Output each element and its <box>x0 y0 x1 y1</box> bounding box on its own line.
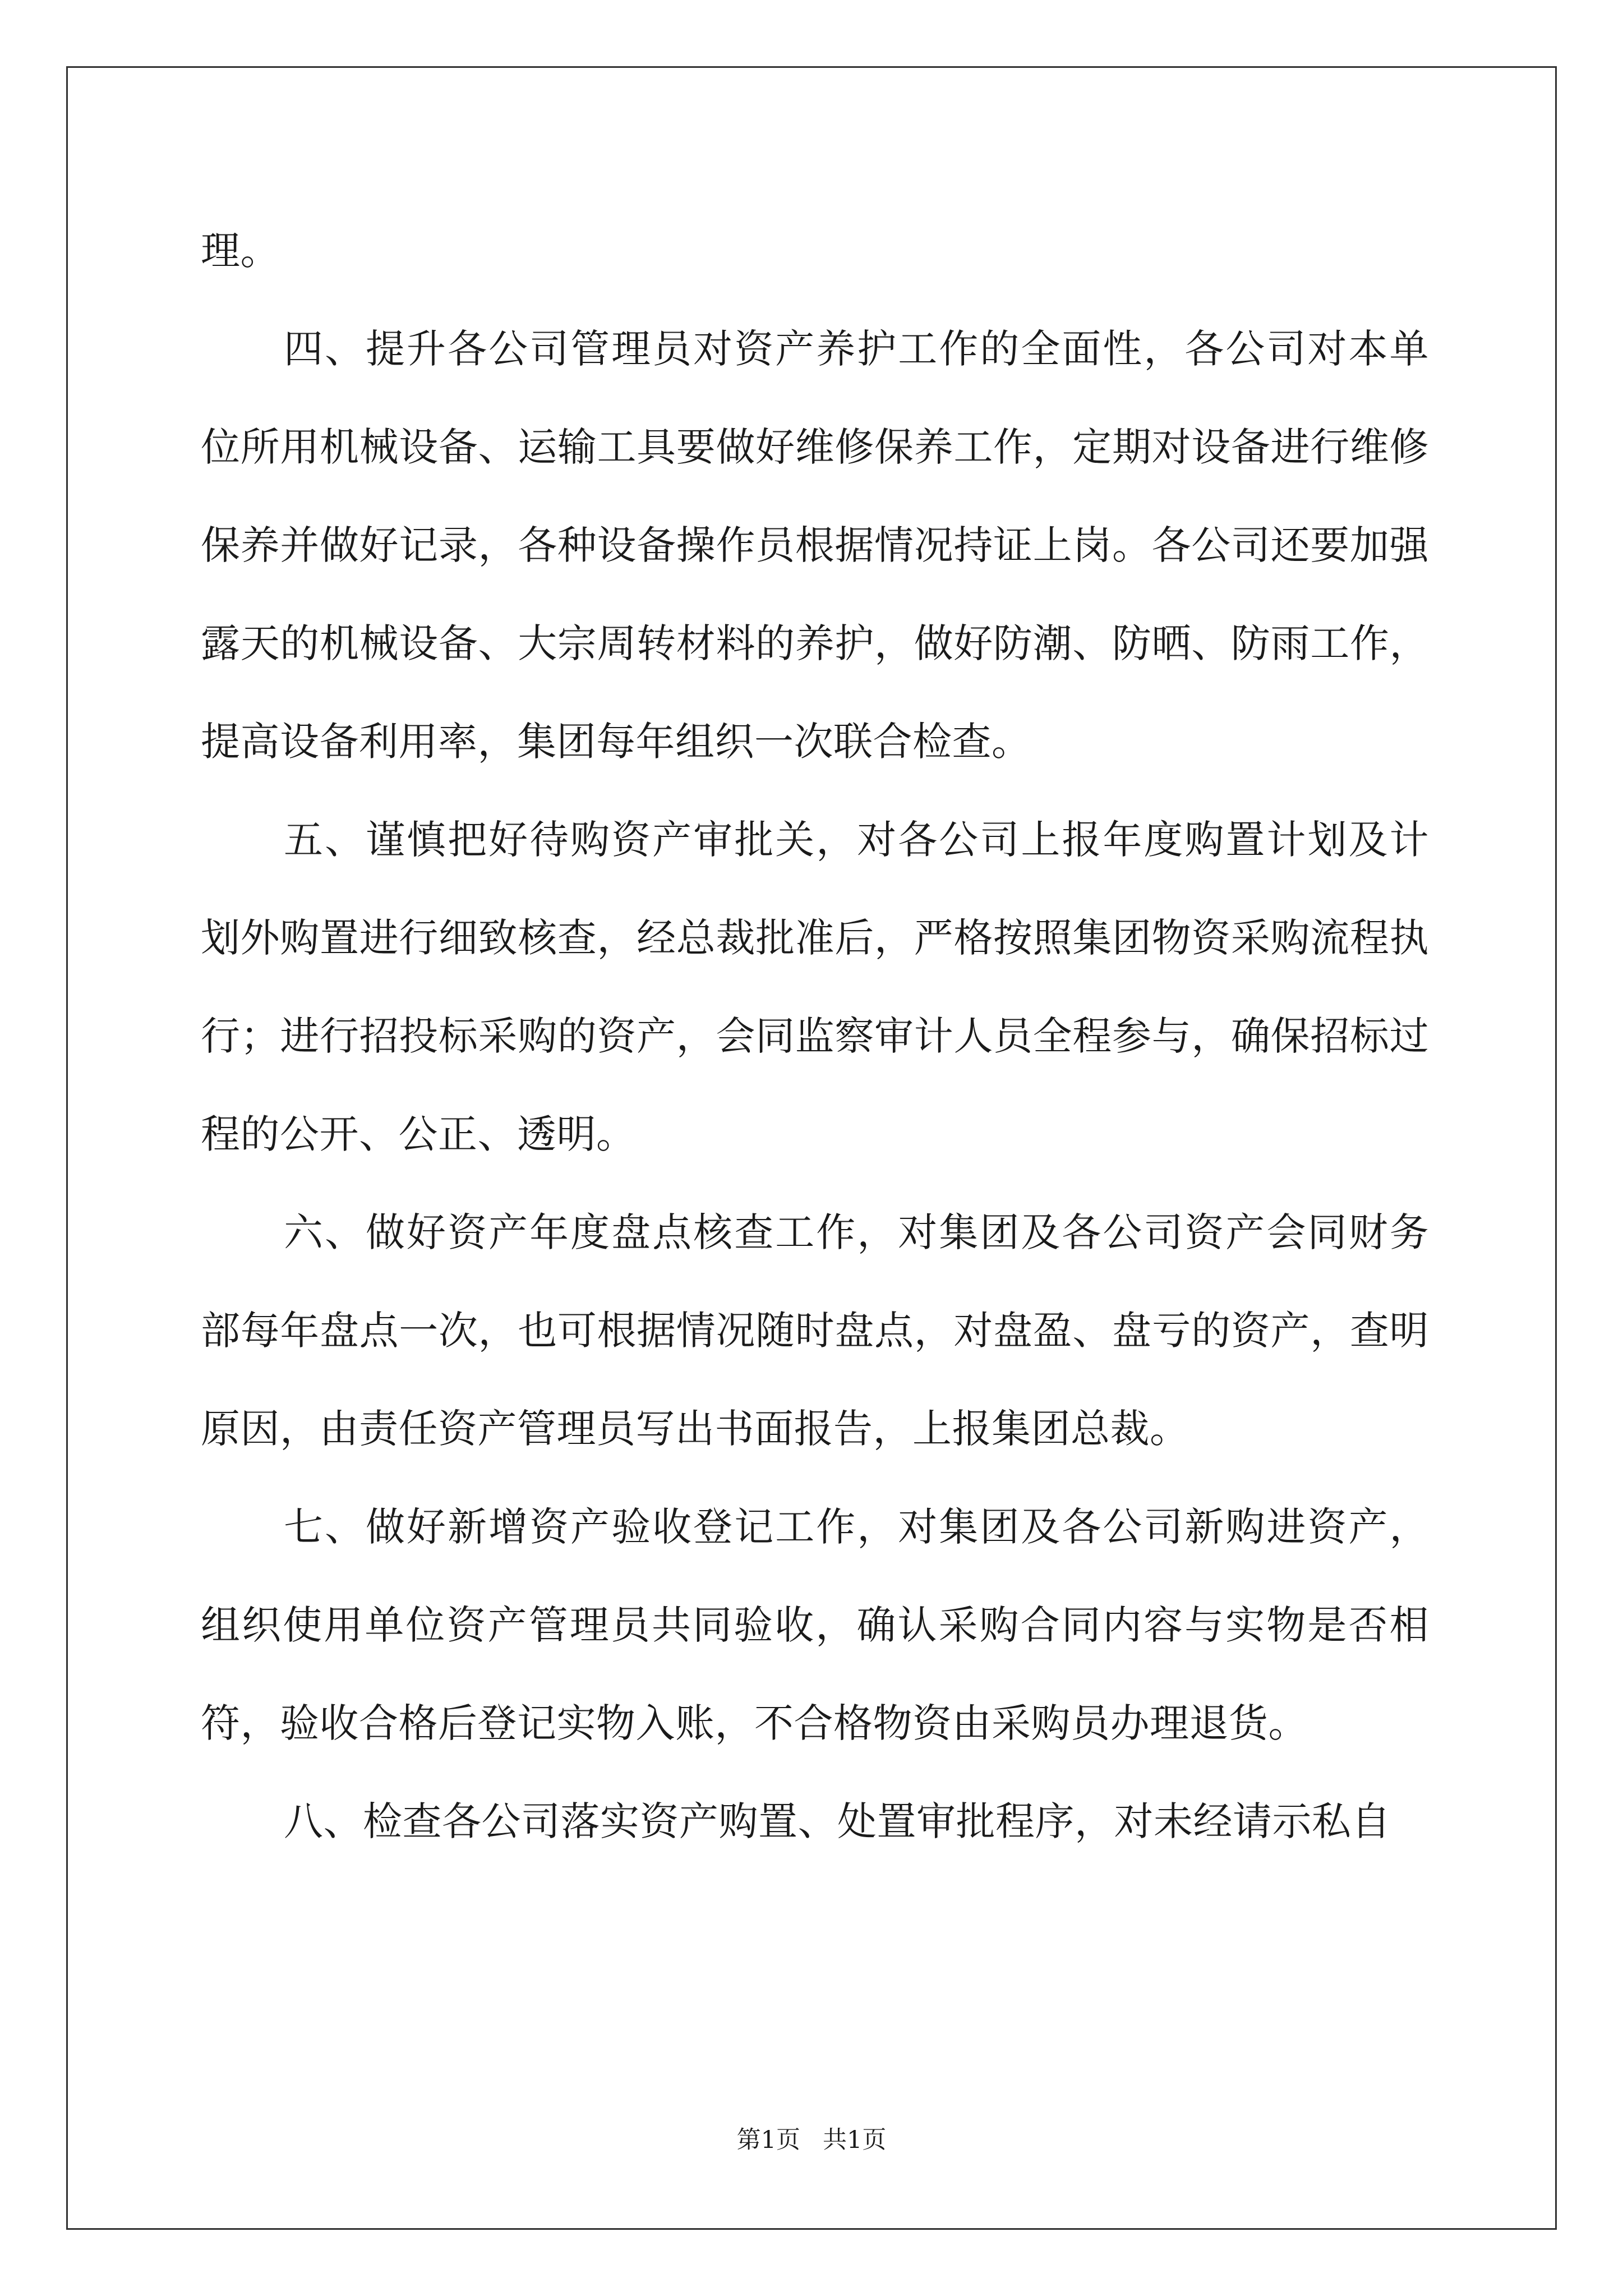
paragraph-continuation: 理。 <box>201 228 280 274</box>
paragraph-section-8: 八、检查各公司落实资产购置、处置审批程序，对未经请示私自 <box>284 1798 1391 1844</box>
paragraph-section-4: 四、提升各公司管理员对资产养护工作的全面性，各公司对本单位所用机械设备、运输工具要做好维修保养工作，定期对设备进行维修保养并做好记录，各种设备操作员根据情况持证上岗。各公司还要加强露天的机械设备、大宗周转材料的养护，做好防潮、防晒、防雨工作，提高设备利用率，集团每年组织一次联合检查。 <box>201 326 1429 765</box>
paragraph-section-7: 七、做好新增资产验收登记工作，对集团及各公司新购进资产，组织使用单位资产管理员共同验收，确认采购合同内容与实物是否相符，验收合格后登记实物入账，不合格物资由采购员办理退货。 <box>201 1504 1429 1746</box>
document-body <box>201 202 1429 1871</box>
paragraph-section-5: 五、谨慎把好待购资产审批关，对各公司上报年度购置计划及计划外购置进行细致核查，经总裁批准后，严格按照集团物资采购流程执行；进行招投标采购的资产，会同监察审计人员全程参与，确保招标过程的公开、公正、透明。 <box>201 817 1429 1157</box>
page-total: 共1页 <box>823 2126 887 2154</box>
paragraph-section-6: 六、做好资产年度盘点核查工作，对集团及各公司资产会同财务部每年盘点一次，也可根据情况随时盘点，对盘盈、盘亏的资产，查明原因，由责任资产管理员写出书面报告，上报集团总裁。 <box>201 1209 1429 1452</box>
page-footer <box>0 2123 1623 2157</box>
page-number: 第1页 <box>736 2126 800 2154</box>
